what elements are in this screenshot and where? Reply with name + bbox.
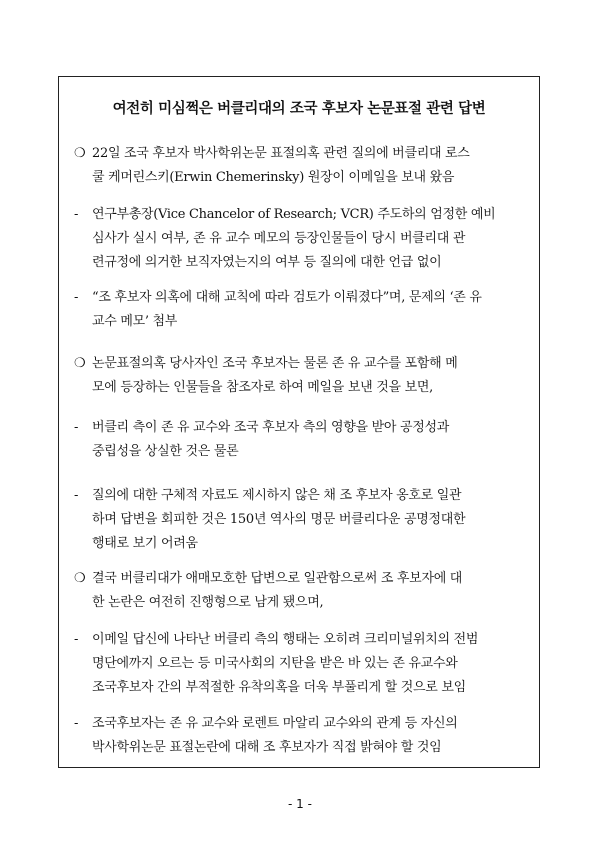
- paragraph-line: 교수 메모’ 첨부: [92, 314, 178, 329]
- paragraph-line: 논문표절의혹 당사자인 조국 후보자는 물론 존 유 교수를 포함해 메: [92, 356, 458, 371]
- paragraph-line: 명단에까지 오르는 등 미국사회의 지탄을 받은 바 있는 존 유교수와: [92, 656, 458, 671]
- paragraph-line: 이메일 답신에 나타난 버클리 측의 행태는 오히려 크리미널위치의 전범: [92, 632, 479, 647]
- paragraph-line: 결국 버클리대가 애매모호한 답변으로 일관함으로써 조 후보자에 대: [92, 571, 463, 586]
- paragraph-line: 질의에 대한 구체적 자료도 제시하지 않은 채 조 후보자 옹호로 일관: [92, 488, 462, 503]
- paragraph-line: 행태로 보기 어려움: [92, 536, 198, 551]
- paragraph-8: [92, 628, 522, 700]
- paragraph-1: [92, 142, 522, 190]
- paragraph-4: [92, 352, 522, 400]
- paragraph-line: 22일 조국 후보자 박사학위논문 표절의혹 관련 질의에 버클리대 로스: [92, 146, 470, 161]
- paragraph-line: 심사가 실시 여부, 존 유 교수 메모의 등장인물들이 당시 버클리대 관: [92, 231, 466, 246]
- dash-bullet: -: [74, 290, 79, 305]
- page-number: - 1 -: [288, 797, 312, 811]
- dash-bullet: -: [74, 488, 79, 503]
- paragraph-line: 쿨 케머린스키(Erwin Chemerinsky) 원장이 이메일을 보내 왔음: [92, 170, 455, 185]
- circle-bullet: ❍: [74, 571, 86, 586]
- paragraph-9: [92, 712, 522, 760]
- paragraph-line: 련규정에 의거한 보직자였는지의 여부 등 질의에 대한 언급 없이: [92, 255, 442, 270]
- paragraph-6: [92, 484, 522, 556]
- paragraph-line: 버클리 측이 존 유 교수와 조국 후보자 측의 영향을 받아 공정성과: [92, 420, 450, 435]
- paragraph-line: 하며 답변을 회피한 것은 150년 역사의 명문 버클리다운 공명정대한: [92, 512, 466, 527]
- dash-bullet: -: [74, 207, 79, 222]
- page-title: 여전히 미심쩍은 버클리대의 조국 후보자 논문표절 관련 답변: [112, 101, 486, 117]
- paragraph-line: 박사학위논문 표절논란에 대해 조 후보자가 직접 밝혀야 할 것임: [92, 740, 442, 755]
- dash-bullet: -: [74, 632, 79, 647]
- paragraph-line: “조 후보자 의혹에 대해 교칙에 따라 검토가 이뤄졌다”며, 문제의 ‘존 유: [92, 290, 482, 305]
- circle-bullet: ❍: [74, 356, 86, 371]
- paragraph-line: 모에 등장하는 인물들을 참조자로 하여 메일을 보낸 것을 보면,: [92, 380, 433, 395]
- paragraph-7: [92, 567, 522, 615]
- paragraph-line: 중립성을 상실한 것은 물론: [92, 444, 239, 459]
- paragraph-2: [92, 203, 522, 275]
- dash-bullet: -: [74, 716, 79, 731]
- paragraph-line: 한 논란은 여전히 진행형으로 남게 됐으며,: [92, 595, 324, 610]
- paragraph-5: [92, 416, 522, 464]
- paragraph-line: 조국후보자 간의 부적절한 유착의혹을 더욱 부풀리게 할 것으로 보임: [92, 680, 466, 695]
- dash-bullet: -: [74, 420, 79, 435]
- paragraph-line: 조국후보자는 존 유 교수와 로렌트 마알리 교수와의 관계 등 자신의: [92, 716, 458, 731]
- circle-bullet: ❍: [74, 146, 86, 161]
- paragraph-line: 연구부총장(Vice Chancelor of Research; VCR) 주도하의 엄정한 예비: [92, 207, 496, 222]
- paragraph-3: [92, 286, 522, 334]
